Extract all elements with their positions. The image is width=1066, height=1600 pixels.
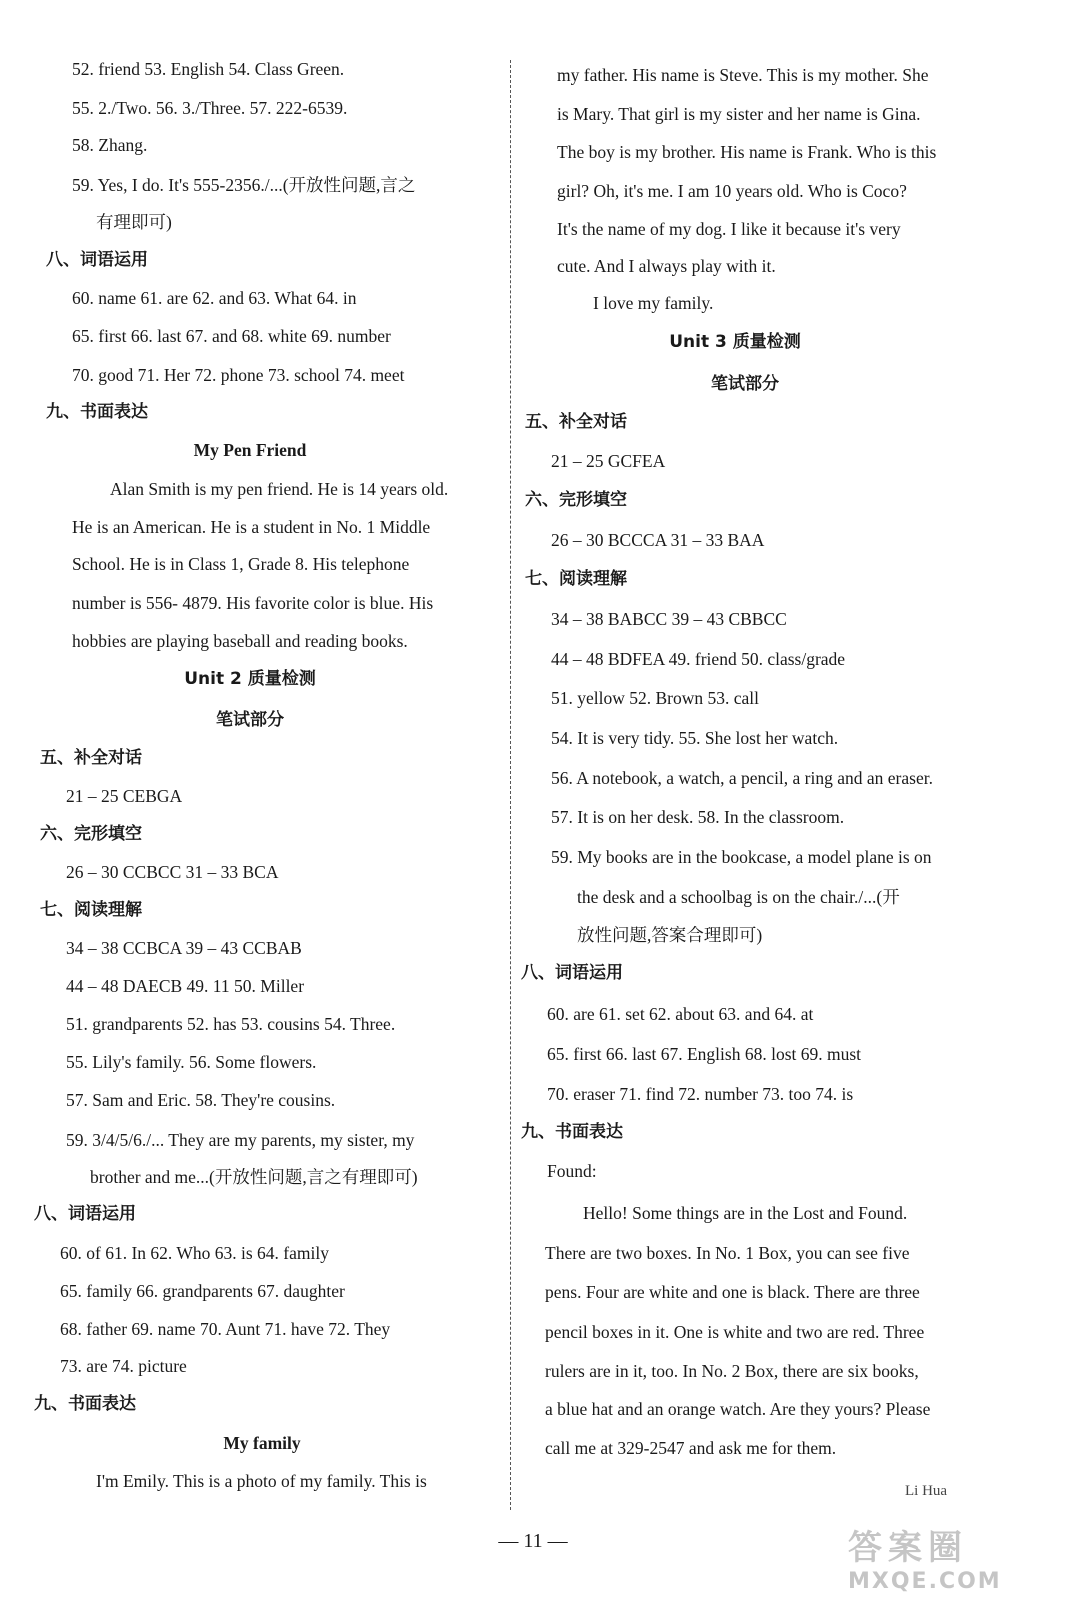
answer-line: 65. first 66. last 67. and 68. white 69. number bbox=[72, 326, 391, 346]
answer-line: 70. eraser 71. find 72. number 73. too 74. is bbox=[547, 1084, 854, 1104]
answer-line: brother and me...(开放性问题,言之有理即可) bbox=[90, 1167, 418, 1187]
unit-title: Unit 3 质量检测 bbox=[669, 332, 801, 352]
essay-line: my father. His name is Steve. This is my mother. She bbox=[557, 65, 929, 85]
column-divider bbox=[510, 60, 511, 1510]
answer-line: 21 – 25 CEBGA bbox=[66, 786, 183, 806]
answer-line: 65. family 66. grandparents 67. daughter bbox=[60, 1281, 345, 1301]
section-heading: 七、阅读理解 bbox=[40, 900, 142, 920]
answer-line: 60. name 61. are 62. and 63. What 64. in bbox=[72, 288, 357, 308]
essay-title: My family bbox=[223, 1433, 301, 1453]
note-line: There are two boxes. In No. 1 Box, you can see five bbox=[545, 1243, 910, 1263]
essay-line: I'm Emily. This is a photo of my family. This is bbox=[96, 1471, 427, 1491]
section-heading: 五、补全对话 bbox=[40, 748, 142, 768]
note-line: Hello! Some things are in the Lost and Found. bbox=[583, 1203, 908, 1223]
answer-line: 56. A notebook, a watch, a pencil, a ring and an eraser. bbox=[551, 768, 933, 788]
section-heading: 九、书面表达 bbox=[34, 1394, 136, 1414]
page-number: — 11 — bbox=[498, 1530, 568, 1552]
part-title: 笔试部分 bbox=[711, 374, 779, 394]
essay-line: School. He is in Class 1, Grade 8. His telephone bbox=[72, 554, 410, 574]
section-heading: 六、完形填空 bbox=[525, 490, 627, 510]
answer-line: 73. are 74. picture bbox=[60, 1356, 187, 1376]
note-line: pencil boxes in it. One is white and two are red. Three bbox=[545, 1322, 925, 1342]
watermark-bottom: MXQE.COM bbox=[848, 1569, 1002, 1594]
essay-title: My Pen Friend bbox=[193, 440, 307, 460]
signature: Li Hua bbox=[905, 1483, 948, 1499]
note-line: call me at 329-2547 and ask me for them. bbox=[545, 1438, 837, 1458]
essay-line: is Mary. That girl is my sister and her name is Gina. bbox=[557, 104, 921, 124]
essay-line: It's the name of my dog. I like it because it's very bbox=[557, 219, 901, 239]
section-heading: 八、词语运用 bbox=[34, 1204, 136, 1224]
answer-line: 58. Zhang. bbox=[72, 135, 148, 155]
answer-line: the desk and a schoolbag is on the chair./...(开 bbox=[577, 887, 900, 907]
part-title: 笔试部分 bbox=[216, 710, 284, 730]
watermark-logo bbox=[848, 1520, 1048, 1594]
section-heading: 七、阅读理解 bbox=[525, 569, 627, 589]
answer-line: 34 – 38 CCBCA 39 – 43 CCBAB bbox=[66, 938, 302, 958]
answer-line: 54. It is very tidy. 55. She lost her watch. bbox=[551, 728, 839, 748]
answer-line: 55. Lily's family. 56. Some flowers. bbox=[66, 1052, 317, 1072]
essay-line: He is an American. He is a student in No. 1 Middle bbox=[72, 517, 431, 537]
answer-line: 60. of 61. In 62. Who 63. is 64. family bbox=[60, 1243, 329, 1263]
essay-line: cute. And I always play with it. bbox=[557, 256, 776, 276]
answer-line: 26 – 30 BCCCA 31 – 33 BAA bbox=[551, 530, 765, 550]
answer-line: 57. It is on her desk. 58. In the classroom. bbox=[551, 807, 845, 827]
answer-line: 59. My books are in the bookcase, a model plane is on bbox=[551, 847, 932, 867]
essay-line: hobbies are playing baseball and reading books. bbox=[72, 631, 408, 651]
essay-line: The boy is my brother. His name is Frank. Who is this bbox=[557, 142, 937, 162]
answer-line: 68. father 69. name 70. Aunt 71. have 72. They bbox=[60, 1319, 391, 1339]
answer-line: 55. 2./Two. 56. 3./Three. 57. 222-6539. bbox=[72, 98, 348, 118]
answer-line: 21 – 25 GCFEA bbox=[551, 451, 666, 471]
note-heading: Found: bbox=[547, 1161, 597, 1181]
answer-line: 34 – 38 BABCC 39 – 43 CBBCC bbox=[551, 609, 787, 629]
answer-line: 51. grandparents 52. has 53. cousins 54. Three. bbox=[66, 1014, 396, 1034]
section-heading: 六、完形填空 bbox=[40, 824, 142, 844]
answer-line: 60. are 61. set 62. about 63. and 64. at bbox=[547, 1004, 814, 1024]
answer-line: 57. Sam and Eric. 58. They're cousins. bbox=[66, 1090, 336, 1110]
note-line: pens. Four are white and one is black. There are three bbox=[545, 1282, 920, 1302]
answer-line: 有理即可) bbox=[96, 212, 172, 232]
unit-title: Unit 2 质量检测 bbox=[184, 669, 316, 689]
section-heading: 九、书面表达 bbox=[46, 402, 148, 422]
answer-line: 44 – 48 BDFEA 49. friend 50. class/grade bbox=[551, 649, 846, 669]
essay-line: number is 556- 4879. His favorite color is blue. His bbox=[72, 593, 434, 613]
answer-line: 44 – 48 DAECB 49. 11 50. Miller bbox=[66, 976, 305, 996]
answer-line: 70. good 71. Her 72. phone 73. school 74. meet bbox=[72, 365, 405, 385]
answer-line: 65. first 66. last 67. English 68. lost 69. must bbox=[547, 1044, 862, 1064]
answer-line: 52. friend 53. English 54. Class Green. bbox=[72, 59, 345, 79]
section-heading: 九、书面表达 bbox=[521, 1122, 623, 1142]
note-line: a blue hat and an orange watch. Are they yours? Please bbox=[545, 1399, 931, 1419]
answer-line: 59. Yes, I do. It's 555-2356./...(开放性问题,言之 bbox=[72, 175, 416, 195]
answer-line: 59. 3/4/5/6./... They are my parents, my sister, my bbox=[66, 1130, 415, 1150]
section-heading: 八、词语运用 bbox=[46, 250, 148, 270]
section-heading: 五、补全对话 bbox=[525, 412, 627, 432]
essay-line: Alan Smith is my pen friend. He is 14 years old. bbox=[110, 479, 449, 499]
answer-line: 51. yellow 52. Brown 53. call bbox=[551, 688, 760, 708]
note-line: rulers are in it, too. In No. 2 Box, there are six books, bbox=[545, 1361, 919, 1381]
essay-line: I love my family. bbox=[593, 293, 714, 313]
watermark-top: 答案圈 bbox=[848, 1528, 968, 1568]
essay-line: girl? Oh, it's me. I am 10 years old. Who is Coco? bbox=[557, 181, 907, 201]
answer-line: 放性问题,答案合理即可) bbox=[577, 925, 763, 945]
section-heading: 八、词语运用 bbox=[521, 963, 623, 983]
answer-line: 26 – 30 CCBCC 31 – 33 BCA bbox=[66, 862, 279, 882]
